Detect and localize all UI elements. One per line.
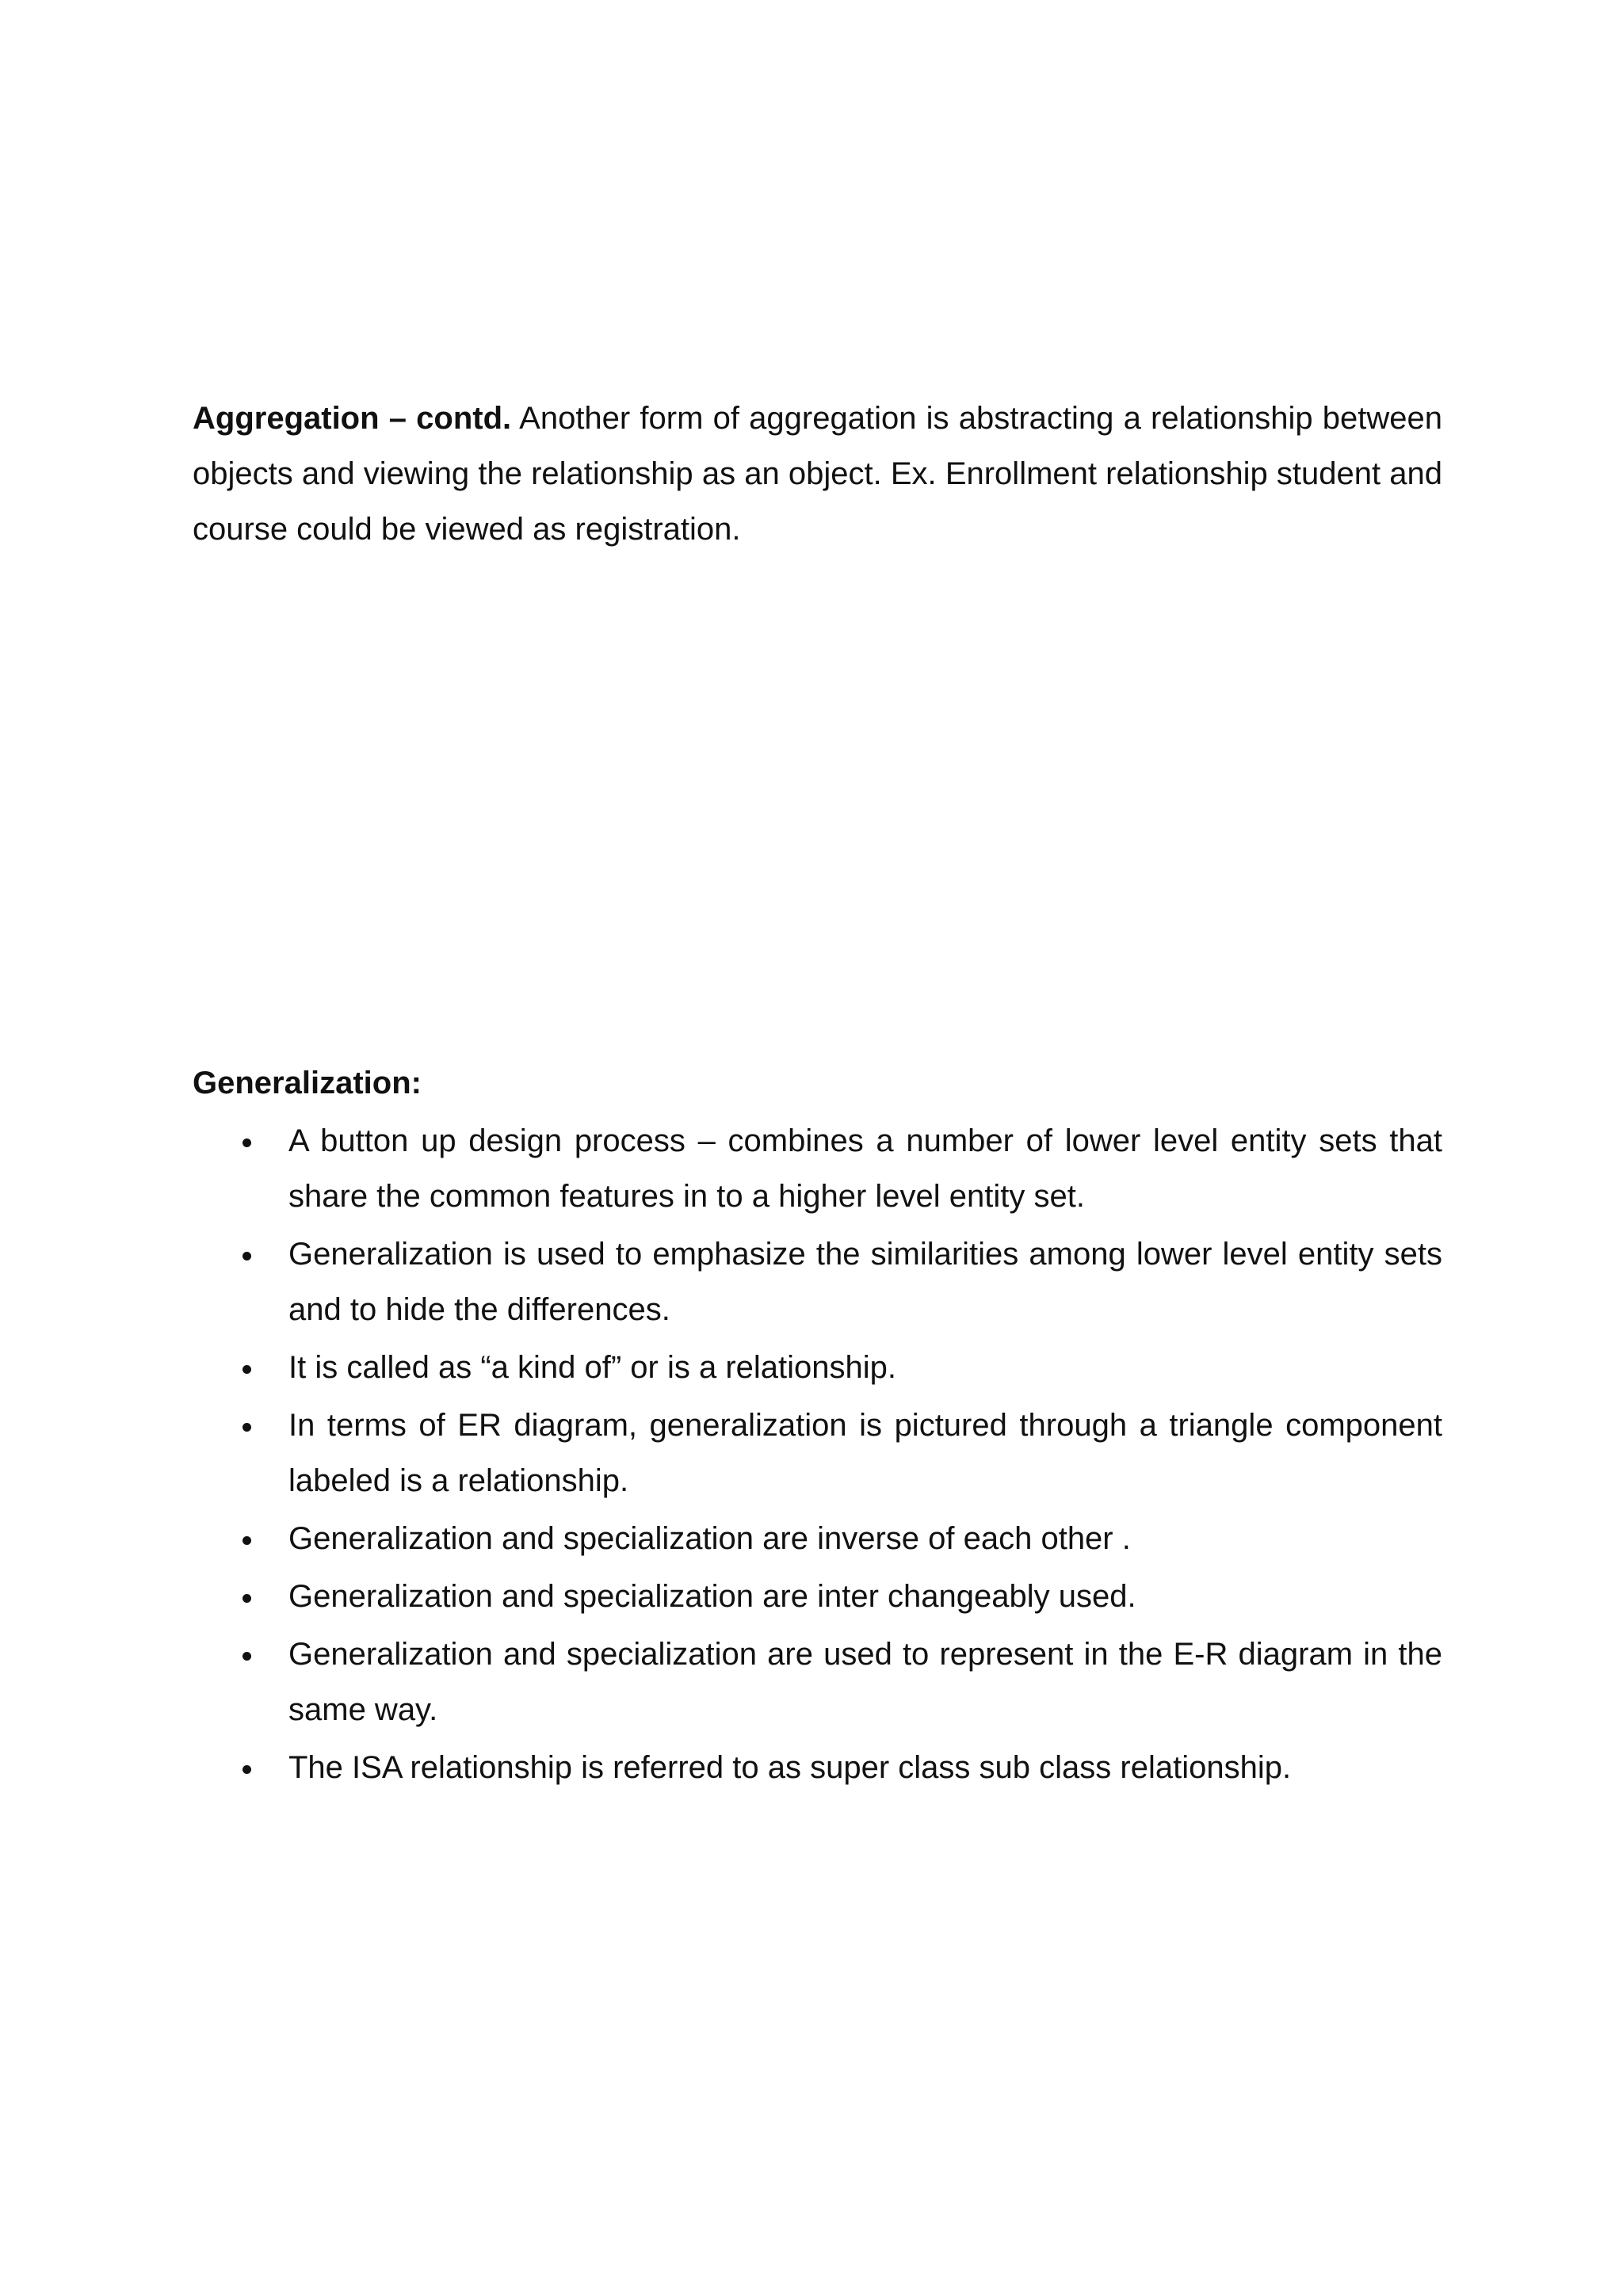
bullet-icon	[242, 1423, 251, 1432]
aggregation-paragraph	[193, 391, 1442, 557]
bullet-icon	[242, 1365, 251, 1374]
aggregation-heading: Aggregation – contd.	[193, 401, 512, 436]
list-item	[193, 1627, 1442, 1737]
list-item-text: Generalization and specialization are inter changeably used.	[288, 1579, 1136, 1614]
aggregation-text: Another form of aggregation is abstracting a relationship between objects and viewing the relationship as an object. Ex. Enrollment relationship student and course could be viewed as registration.	[193, 401, 1443, 547]
bullet-icon	[242, 1536, 251, 1545]
list-item-text: Generalization and specialization are used to represent in the E-R diagram in the same way.	[288, 1637, 1442, 1727]
list-item	[193, 1398, 1442, 1508]
list-item-text: The ISA relationship is referred to as super class sub class relationship.	[288, 1750, 1292, 1785]
list-item-text: It is called as “a kind of” or is a relationship.	[288, 1350, 897, 1385]
list-item	[193, 1340, 1442, 1395]
list-item	[193, 1226, 1442, 1337]
generalization-section	[193, 1055, 1442, 1798]
aggregation-section	[193, 391, 1442, 557]
list-item-text: A button up design process – combines a number of lower level entity sets that share the common features in to a higher level entity set.	[288, 1123, 1442, 1214]
list-item-text: In terms of ER diagram, generalization is pictured through a triangle component labeled is a relationship.	[288, 1408, 1442, 1498]
list-item	[193, 1511, 1442, 1566]
generalization-bullet-list	[193, 1113, 1442, 1795]
list-item-text: Generalization and specialization are inverse of each other .	[288, 1521, 1131, 1556]
bullet-icon	[242, 1652, 251, 1661]
list-item	[193, 1113, 1442, 1224]
list-item	[193, 1569, 1442, 1624]
bullet-icon	[242, 1594, 251, 1603]
bullet-icon	[242, 1252, 251, 1261]
list-item-text: Generalization is used to emphasize the similarities among lower level entity sets and to hide the differences.	[288, 1237, 1442, 1327]
bullet-icon	[242, 1765, 251, 1774]
bullet-icon	[242, 1138, 251, 1147]
generalization-heading: Generalization:	[193, 1066, 422, 1100]
list-item	[193, 1740, 1442, 1795]
